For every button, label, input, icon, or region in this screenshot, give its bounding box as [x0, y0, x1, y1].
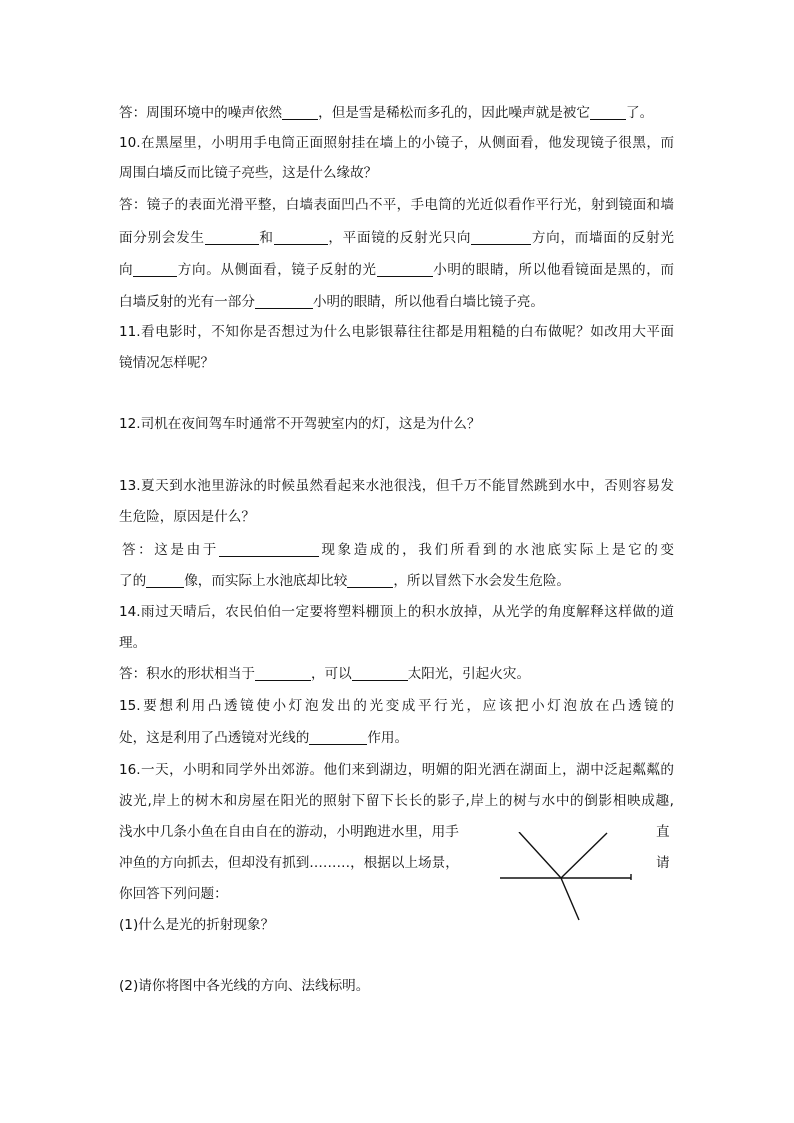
text: 像，而实际上水池底却比较 — [184, 573, 348, 589]
blank[interactable] — [274, 229, 328, 245]
text: 直 — [656, 824, 670, 840]
refraction-diagram-svg — [497, 832, 637, 924]
blank[interactable] — [590, 104, 626, 120]
incident-ray-line — [519, 832, 561, 878]
text: 答：这是由于 — [122, 542, 219, 558]
question-13-line-2: 生危险，原因是什么？ — [119, 509, 255, 525]
refracted-ray-line — [561, 878, 579, 920]
question-16-line-5: 你回答下列问题： — [119, 886, 228, 902]
text: 小明的眼睛，所以他看白墙比镜子亮。 — [312, 294, 545, 310]
question-14-line-1: 14.雨过天晴后，农民伯伯一定要将塑料棚顶上的积水放掉，从光学的角度解释这样做的道 — [119, 604, 674, 620]
blank[interactable] — [282, 104, 318, 120]
question-10-line-1: 10.在黑屋里，小明用手电筒正面照射挂在墙上的小镜子，从侧面看，他发现镜子很黑，而 — [119, 135, 674, 151]
text: 向 — [119, 262, 134, 278]
blank[interactable] — [255, 293, 313, 309]
text: ，但是雪是稀松而多孔的，因此噪声就是被它 — [318, 105, 590, 121]
answer-9-line — [119, 103, 674, 123]
question-14-line-2: 理。 — [119, 635, 147, 651]
text: 答：积水的形状相当于 — [119, 666, 255, 682]
blank[interactable] — [309, 729, 367, 745]
question-16-sub-2: (2)请你将图中各光线的方向、法线标明。 — [119, 978, 370, 994]
question-11-line-1: 11.看电影时，不知你是否想过为什么电影银幕往往都是用粗糙的白布做呢？如改用大平面 — [119, 324, 674, 340]
blank[interactable] — [133, 261, 177, 277]
text: 太阳光，引起火灾。 — [407, 666, 531, 682]
question-16-line-2: 波光,岸上的树木和房屋在阳光的照射下留下长长的影子,岸上的树与水中的倒影相映成趣, — [119, 793, 674, 809]
question-10-line-2: 周围白墙反而比镜子亮些，这是什么缘故？ — [119, 165, 378, 181]
text: 了。 — [626, 105, 654, 121]
text: 浅水中几条小鱼在自由自在的游动，小明跑进水里，用手 — [119, 824, 459, 840]
blank[interactable] — [146, 572, 184, 588]
blank[interactable] — [205, 229, 259, 245]
text: 方向，而墙面的反射光 — [531, 230, 675, 246]
answer-10-line-2 — [119, 228, 674, 248]
blank[interactable] — [255, 665, 311, 681]
text: ，平面镜的反射光只向 — [327, 230, 472, 246]
question-13-line-1: 13.夏天到水池里游泳的时候虽然看起来水池很浅，但千万不能冒然跳到水中，否则容易发 — [119, 478, 674, 494]
answer-13-line-1 — [122, 540, 674, 560]
answer-10-line-4 — [119, 292, 674, 312]
question-16-sub-1: (1)什么是光的折射现象？ — [119, 917, 275, 933]
blank[interactable] — [377, 261, 433, 277]
blank[interactable] — [352, 665, 408, 681]
text: 和 — [258, 230, 274, 246]
text: 请 — [656, 855, 670, 871]
text: 冲鱼的方向抓去，但却没有抓到………，根据以上场景， — [119, 855, 459, 871]
text: 小明的眼睛，所以他看镜面是黑的，而 — [432, 262, 675, 278]
text: 现象造成的，我们所看到的水池底实际上是它的变 — [318, 542, 675, 558]
text: 白墙反射的光有一部分 — [119, 294, 255, 310]
question-16-line-1: 16.一天，小明和同学外出郊游。他们来到湖边，明媚的阳光洒在湖面上，湖中泛起粼粼的 — [119, 762, 674, 778]
text: 作用。 — [367, 730, 409, 746]
question-15-line-2 — [119, 728, 674, 748]
blank[interactable] — [219, 541, 319, 557]
text: 答：周围环境中的噪声依然 — [119, 105, 283, 121]
question-11-line-2: 镜情况怎样呢？ — [119, 355, 215, 371]
text: 了的 — [119, 573, 147, 589]
text: 面分别会发生 — [119, 230, 205, 246]
answer-14 — [119, 664, 674, 684]
question-12: 12.司机在夜间驾车时通常不开驾驶室内的灯，这是为什么？ — [119, 416, 481, 432]
answer-13-line-2 — [119, 571, 674, 591]
blank[interactable] — [347, 572, 393, 588]
question-15-line-1: 15.要想利用凸透镜使小灯泡发出的光变成平行光，应该把小灯泡放在凸透镜的 — [119, 698, 674, 714]
text: 方向。从侧面看，镜子反射的光 — [177, 262, 377, 278]
answer-10-line-3 — [119, 260, 674, 280]
answer-10-line-1: 答：镜子的表面光滑平整，白墙表面凹凸不平，手电筒的光近似看作平行光，射到镜面和墙 — [119, 197, 674, 213]
blank[interactable] — [471, 229, 531, 245]
refraction-diagram[interactable] — [497, 832, 637, 928]
reflected-ray-line — [561, 833, 607, 878]
text: ，可以 — [310, 666, 352, 682]
text: 处，这是利用了凸透镜对光线的 — [119, 730, 310, 746]
text: ，所以冒然下水会发生危险。 — [393, 573, 571, 589]
